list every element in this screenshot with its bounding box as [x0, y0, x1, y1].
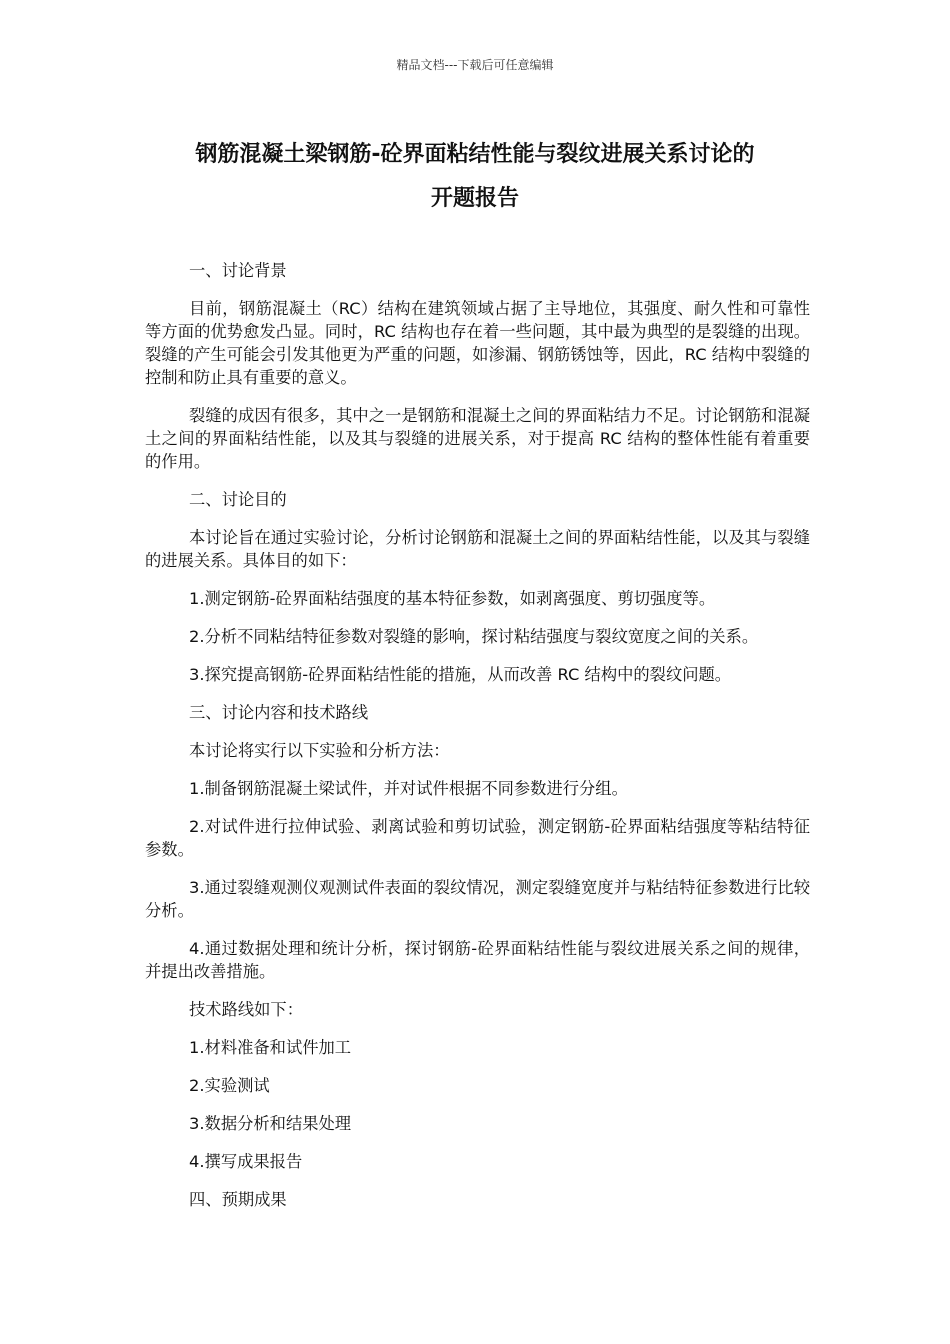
list-item: 3.探究提高钢筋-砼界面粘结性能的措施，从而改善 RC 结构中的裂纹问题。	[189, 665, 732, 684]
list-item: 4.通过数据处理和统计分析，探讨钢筋-砼界面粘结性能与裂纹进展关系之间的规律，并提出改善措施。	[145, 939, 810, 981]
paragraph: 技术路线如下：	[189, 1000, 303, 1019]
paragraph: 裂缝的成因有很多，其中之一是钢筋和混凝土之间的界面粘结力不足。讨论钢筋和混凝土之间的界面粘结性能，以及其与裂缝的进展关系，对于提高 RC 结构的整体性能有着重要的作用。	[145, 406, 810, 471]
list-item: 3.通过裂缝观测仪观测试件表面的裂纹情况，测定裂缝宽度并与粘结特征参数进行比较分析。	[145, 878, 810, 920]
page-header: 精品文档---下载后可任意编辑	[396, 58, 554, 72]
route-step: 2.实验测试	[189, 1076, 270, 1095]
document-body	[145, 259, 810, 1226]
section-heading-background: 一、讨论背景	[189, 261, 287, 280]
list-item: 1.测定钢筋-砼界面粘结强度的基本特征参数，如剥离强度、剪切强度等。	[189, 589, 716, 608]
list-item: 2.分析不同粘结特征参数对裂缝的影响，探讨粘结强度与裂纹宽度之间的关系。	[189, 627, 759, 646]
list-item: 2.对试件进行拉伸试验、剥离试验和剪切试验，测定钢筋-砼界面粘结强度等粘结特征参数。	[145, 817, 810, 859]
section-heading-purpose: 二、讨论目的	[189, 490, 287, 509]
list-item: 1.制备钢筋混凝土梁试件，并对试件根据不同参数进行分组。	[189, 779, 628, 798]
route-step: 1.材料准备和试件加工	[189, 1038, 352, 1057]
paragraph: 本讨论将实行以下实验和分析方法：	[189, 741, 450, 760]
title-line-1: 钢筋混凝土梁钢筋-砼界面粘结性能与裂纹进展关系讨论的	[195, 142, 755, 167]
section-heading-content: 三、讨论内容和技术路线	[189, 703, 369, 722]
title-line-2: 开题报告	[430, 186, 519, 211]
paragraph: 本讨论旨在通过实验讨论，分析讨论钢筋和混凝土之间的界面粘结性能，以及其与裂缝的进展关系。具体目的如下：	[145, 528, 810, 570]
route-step: 4.撰写成果报告	[189, 1152, 303, 1171]
section-heading-results: 四、预期成果	[189, 1190, 287, 1209]
document-title	[120, 133, 830, 221]
route-step: 3.数据分析和结果处理	[189, 1114, 352, 1133]
paragraph: 目前，钢筋混凝土（RC）结构在建筑领域占据了主导地位，其强度、耐久性和可靠性等方面的优势愈发凸显。同时，RC 结构也存在着一些问题，其中最为典型的是裂缝的出现。裂缝的产生可能会引发其他更为严重的问题，如渗漏、钢筋锈蚀等，因此，RC 结构中裂缝的控制和防止具有重要的意义。	[145, 299, 810, 387]
